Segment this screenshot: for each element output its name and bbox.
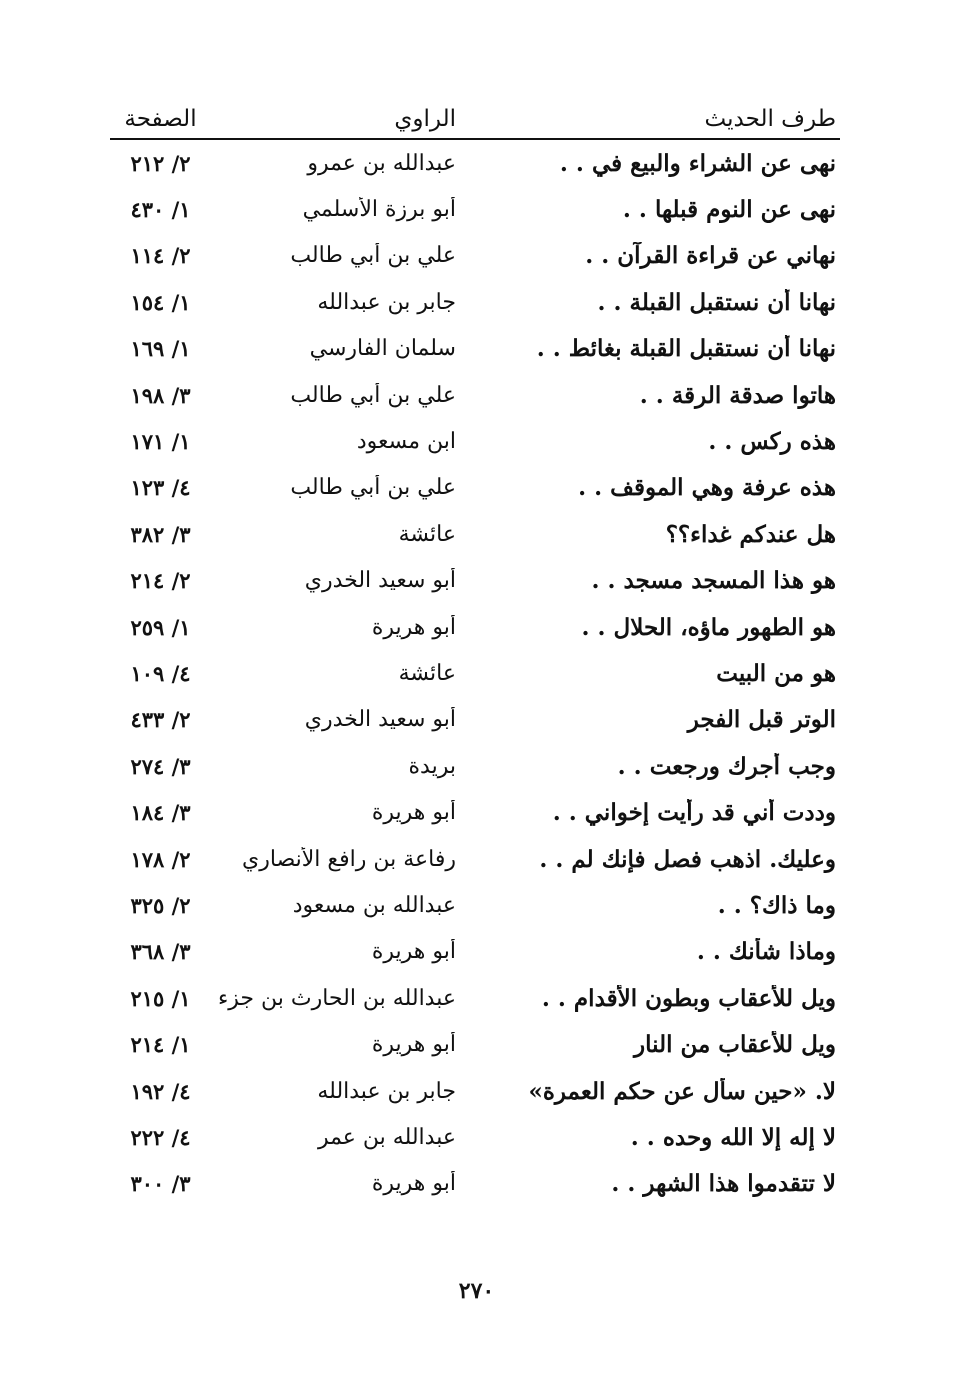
narrator-name: علي بن أبي طالب (290, 382, 456, 408)
hadith-text: نهى عن الشراء والبيع في . . (559, 149, 836, 177)
table-row (110, 1068, 840, 1114)
header-narrator-label: الراوي (394, 106, 456, 132)
hadith-index-table (110, 94, 840, 1207)
table-row (110, 882, 840, 928)
narrator-name: بريدة (408, 753, 456, 779)
table-row (110, 1021, 840, 1067)
hadith-text: وجب أجرك ورجعت . . (617, 752, 836, 780)
table-row (110, 465, 840, 511)
hadith-text: الوتر قبل الفجر (687, 706, 836, 734)
table-row (110, 604, 840, 650)
narrator-name: أبو برزة الأسلمي (302, 197, 456, 223)
narrator-name: علي بن أبي طالب (290, 475, 456, 501)
table-row (110, 186, 840, 232)
header-hadith-label: طرف الحديث (704, 106, 836, 132)
table-row (110, 650, 840, 696)
narrator-name: عبدالله بن عمرو (307, 150, 456, 176)
hadith-text: لا. «حين سأل عن حكم العمرة» (528, 1077, 836, 1105)
page-reference: ١/ ١٧١ (130, 429, 191, 455)
page-reference: ١/ ٢١٥ (130, 985, 191, 1011)
table-header (110, 94, 840, 140)
hadith-text: وماذا شأنك . . (696, 938, 836, 966)
page-reference: ٢/ ٤٣٣ (130, 707, 191, 733)
narrator-name: عائشة (398, 521, 456, 547)
header-page-label: الصفحة (124, 106, 197, 132)
page-reference: ٣/ ١٩٨ (130, 382, 191, 408)
narrator-name: أبو هريرة (371, 614, 456, 640)
narrator-name: عبدالله بن الحارث بن جزء (217, 985, 456, 1011)
page-reference: ٣/ ٣٦٨ (130, 939, 191, 965)
hadith-text: هو الطهور ماؤه، الحلال . . (581, 613, 836, 641)
narrator-name: أبو هريرة (371, 800, 456, 826)
hadith-text: لا تتقدموا هذا الشهر . . (611, 1170, 836, 1198)
narrator-name: أبو سعيد الخدري (304, 568, 456, 594)
narrator-name: أبو هريرة (371, 939, 456, 965)
hadith-text: هو من البيت (716, 659, 836, 687)
table-row (110, 418, 840, 464)
page-reference: ٤/ ١٠٩ (130, 660, 191, 686)
page-reference: ٢/ ٣٢٥ (130, 892, 191, 918)
page-reference: ٣/ ٢٧٤ (130, 753, 191, 779)
hadith-text: وددت أني قد رأيت إخواني . . (552, 799, 836, 827)
table-row (110, 372, 840, 418)
hadith-text: نهانا أن نستقبل القبلة . . (597, 288, 836, 316)
table-row (110, 929, 840, 975)
page-reference: ١/ ١٦٩ (130, 336, 191, 362)
hadith-text: وعليك. اذهب فصل فإنك لم . . (539, 845, 836, 873)
table-row (110, 697, 840, 743)
narrator-name: عائشة (398, 660, 456, 686)
page-reference: ٤/ ١٩٢ (130, 1078, 191, 1104)
page-number: ٢٧٠ (458, 1278, 495, 1304)
narrator-name: ابن مسعود (356, 429, 456, 455)
page-reference: ٢/ ١١٤ (130, 243, 191, 269)
hadith-text: نهاني عن قراءة القرآن . . (585, 242, 836, 270)
page-reference: ١/ ١٥٤ (130, 289, 191, 315)
table-row (110, 789, 840, 835)
narrator-name: جابر بن عبدالله (317, 1078, 456, 1104)
table-row (110, 279, 840, 325)
page-reference: ٣/ ٣٠٠ (130, 1171, 191, 1197)
table-row (110, 511, 840, 557)
table-row (110, 975, 840, 1021)
page-reference: ١/ ٤٣٠ (130, 197, 191, 223)
table-row (110, 1114, 840, 1160)
narrator-name: جابر بن عبدالله (317, 289, 456, 315)
page-reference: ٣/ ٣٨٢ (130, 521, 191, 547)
table-row (110, 326, 840, 372)
page-reference: ١/ ٢١٤ (130, 1032, 191, 1058)
hadith-text: هذه ركس . . (708, 428, 836, 456)
page-reference: ٢/ ٢١٤ (130, 568, 191, 594)
page-reference: ٢/ ١٧٨ (130, 846, 191, 872)
narrator-name: أبو هريرة (371, 1032, 456, 1058)
narrator-name: عبدالله بن مسعود (292, 892, 456, 918)
narrator-name: علي بن أبي طالب (290, 243, 456, 269)
hadith-text: ويل للأعقاب وبطون الأقدام . . (541, 984, 836, 1012)
page-reference: ١/ ٢٥٩ (130, 614, 191, 640)
hadith-text: هل عندكم غداء؟؟ (665, 520, 836, 548)
table-row (110, 1161, 840, 1207)
hadith-text: ويل للأعقاب من النار (634, 1031, 836, 1059)
table-row (110, 836, 840, 882)
hadith-text: هذه عرفة وهي الموقف . . (578, 474, 836, 502)
table-row (110, 743, 840, 789)
table-row (110, 558, 840, 604)
hadith-text: هو هذا المسجد مسجد . . (591, 567, 836, 595)
table-row (110, 233, 840, 279)
hadith-text: وما ذاك؟ . . (717, 891, 836, 919)
narrator-name: سلمان الفارسي (309, 336, 456, 362)
narrator-name: رفاعة بن رافع الأنصاري (242, 846, 456, 872)
table-row (110, 140, 840, 186)
hadith-text: نهانا أن نستقبل القبلة بغائط . . (536, 335, 836, 363)
hadith-text: لا إله إلا الله وحده . . (630, 1123, 836, 1151)
narrator-name: أبو سعيد الخدري (304, 707, 456, 733)
hadith-text: هاتوا صدقة الرقة . . (639, 381, 836, 409)
page-reference: ٣/ ١٨٤ (130, 800, 191, 826)
hadith-text: نهى عن النوم قبلها . . (622, 196, 836, 224)
page-reference: ٢/ ٢١٢ (130, 150, 191, 176)
table-body (110, 140, 840, 1207)
narrator-name: أبو هريرة (371, 1171, 456, 1197)
narrator-name: عبدالله بن عمر (317, 1124, 456, 1150)
page-reference: ٤/ ٢٢٢ (130, 1124, 191, 1150)
page-reference: ٤/ ١٢٣ (130, 475, 191, 501)
